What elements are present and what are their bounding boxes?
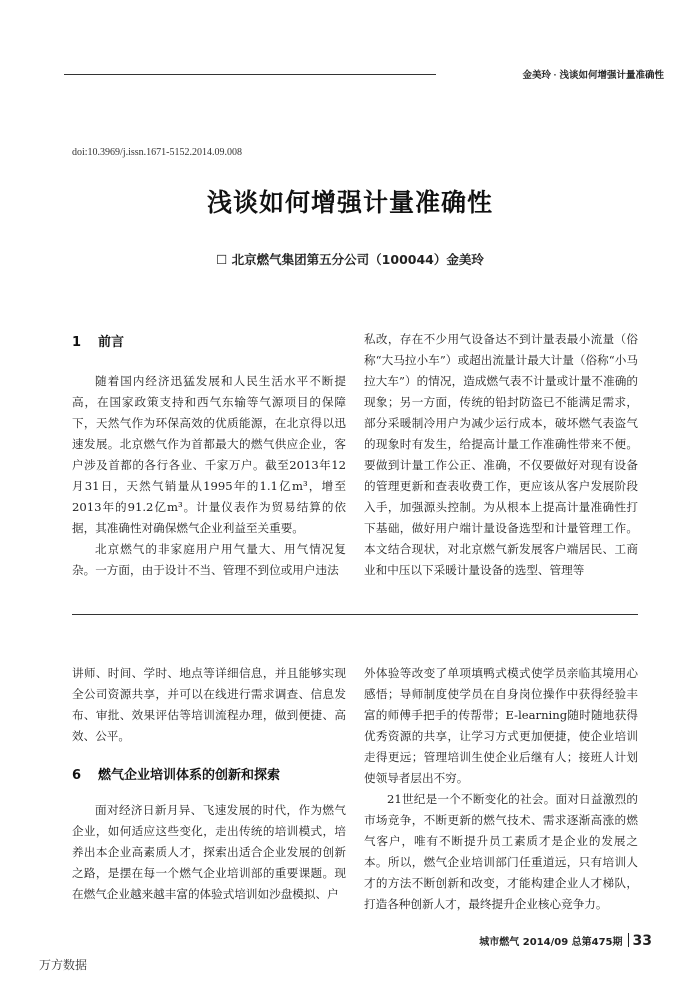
watermark: 万方数据 [39, 958, 88, 972]
section-6-heading [72, 764, 280, 783]
training-paragraph-4: 21世纪是一个不断变化的社会。面对日益激烈的市场竞争，不断更新的燃气技术、需求逐渐高涨的燃气客户，唯有不断提升员工素质才是企业的发展之本。所以，燃气企业培训部门任重道远，只有培训人才的方法不断创新和改变，才能构建企业人才梯队，打造各种创新人才，最终提升企业核心竞争力。 [364, 792, 638, 911]
article-title: 浅谈如何增强计量准确性 [206, 188, 493, 217]
section-divider [72, 614, 638, 615]
training-paragraph-1: 讲师、时间、学时、地点等详细信息，并且能够实现全公司资源共享，并可以在线进行需求调查、信息发布、审批、效果评估等培训流程办理，做到便捷、高效、公平。 [72, 666, 346, 743]
footer-separator [628, 933, 629, 947]
intro-paragraph-3: 私改，存在不少用气设备达不到计量表最小流量（俗称“大马拉小车”）或超出流量计最大计量（俗称“小马拉大车”）的情况，造成燃气表不计量或计量不准确的现象；另一方面，传统的铅封防盗已不能满足需求，部分采暖制冷用户为减少运行成本，破坏燃气表盗气的现象时有发生，给提高计量工作准确性带来不便。要做到计量工作公正、准确，不仅要做好对现有设备的管理更新和查表收费工作，更应该从客户发展阶段入手，加强源头控制。为从根本上提高计量准确性打下基础，做好用户端计量设备选型和计量管理工作。本文结合现状，对北京燃气新发展客户端居民、工商业和中压以下采暖计量设备的选型、管理等 [364, 332, 638, 577]
intro-paragraph-1: 随着国内经济迅猛发展和人民生活水平不断提高，在国家政策支持和西气东输等气源项目的保障下，天然气作为环保高效的优质能源，在北京得以迅速发展。北京燃气作为首都最大的燃气供应企业，客户涉及首都的各行各业、千家万户。截至2013年12月31日，天然气销量从1995年的1.1亿m³，增至2013年的91.2亿m³。计量仪表作为贸易结算的依据，其准确性对确保燃气企业利益至关重要。 [72, 374, 346, 535]
intro-paragraph-2: 北京燃气的非家庭用户用气量大、用气情况复杂。一方面，由于设计不当、管理不到位或用户违法 [72, 542, 346, 577]
training-paragraph-2: 面对经济日新月异、飞速发展的时代，作为燃气企业，如何适应这些变化，走出传统的培训模式，培养出本企业高素质人才，探索出适合企业发展的创新之路，是摆在每一个燃气企业培训部的重要课题。现在燃气企业越来越丰富的体验式培训如沙盘模拟、户 [72, 803, 346, 901]
section-1-title: 前言 [98, 335, 125, 350]
section-6-title: 燃气企业培训体系的创新和探索 [98, 768, 281, 783]
doi: doi:10.3969/j.issn.1671-5152.2014.09.008 [72, 147, 243, 158]
page-number: 33 [632, 933, 652, 949]
section-1-heading [72, 331, 124, 350]
training-paragraph-3: 外体验等改变了单项填鸭式模式使学员亲临其境用心感悟；导师制度使学员在自身岗位操作中获得经验丰富的师傅手把手的传帮带；E-learning随时随地获得优秀资源的共享，让学习方式更加便捷，使企业培训走得更远；管理培训生使企业后继有人；接班人计划使领导者层出不穷。 [364, 666, 638, 785]
section-6-number: 6 [72, 768, 82, 783]
running-head: 金美玲 · 浅谈如何增强计量准确性 [522, 70, 664, 81]
page-footer [420, 933, 652, 949]
section-1-number: 1 [72, 335, 82, 350]
journal-info: 城市燃气 2014/09 总第475期 [479, 937, 623, 948]
author-line: ☐ 北京燃气集团第五分公司（100044）金美玲 [216, 252, 484, 267]
header-rule [64, 74, 436, 75]
